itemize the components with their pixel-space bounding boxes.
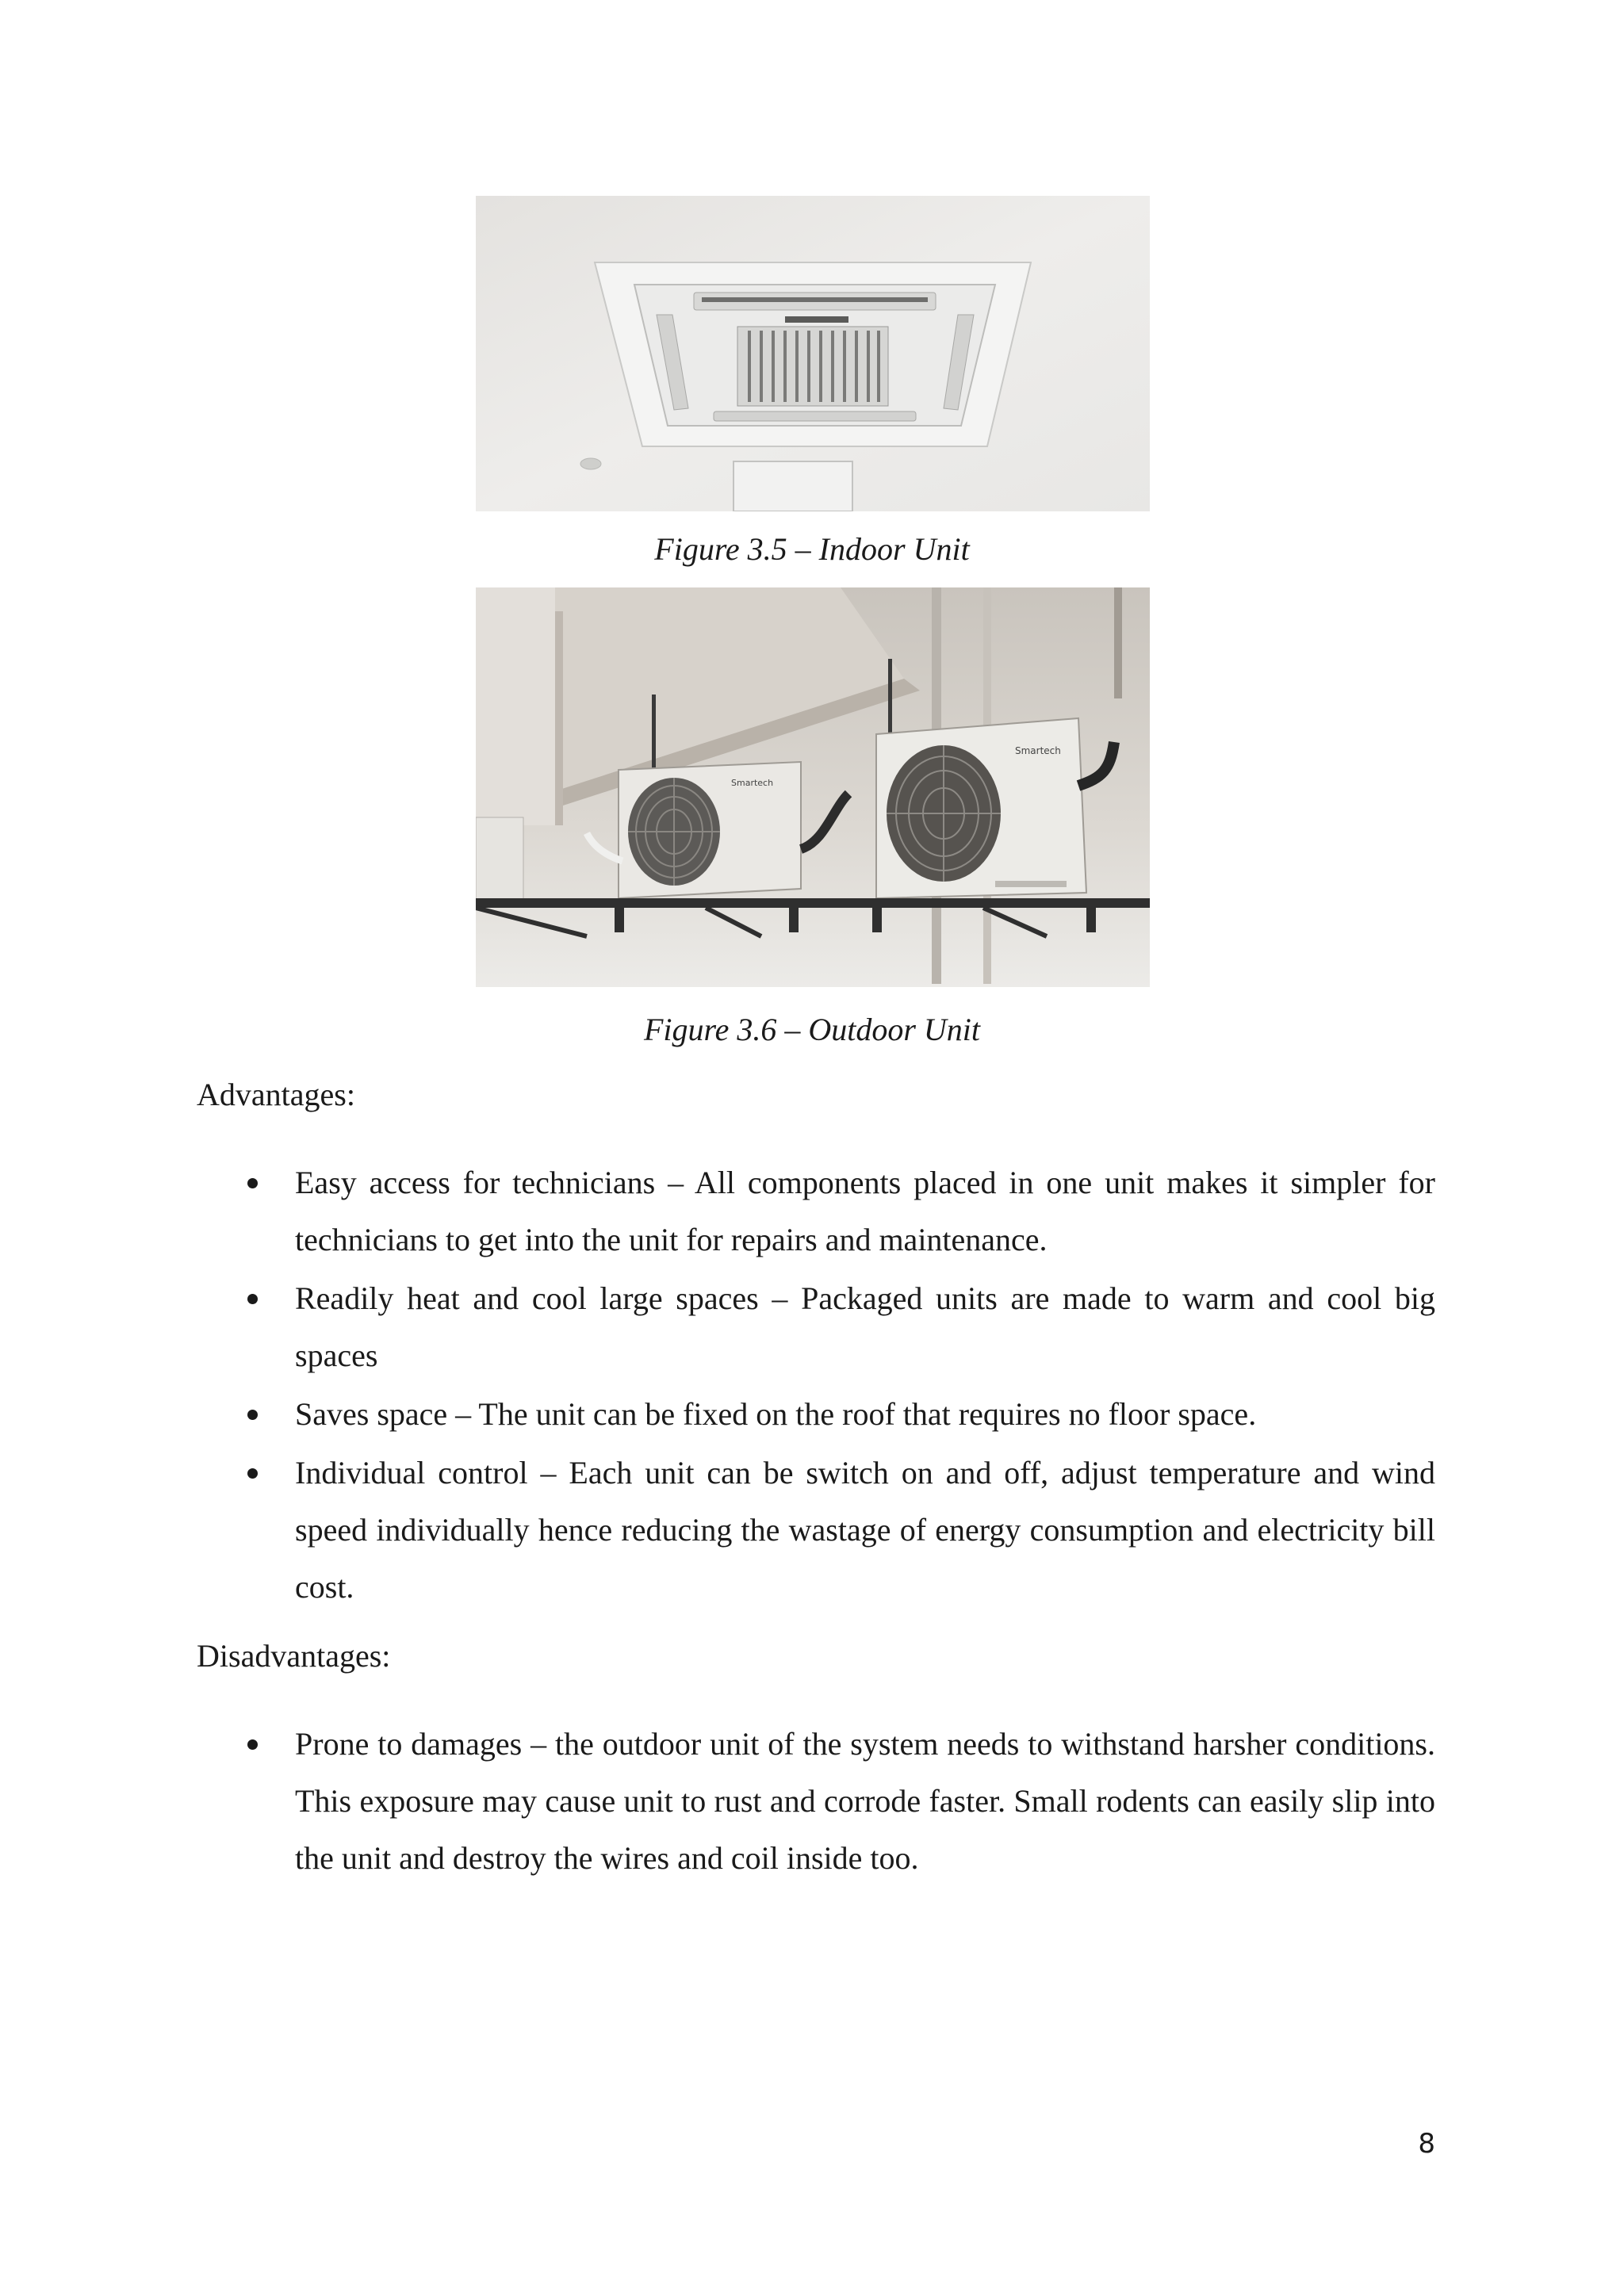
unit-brand-label: Smartech: [1015, 745, 1061, 756]
advantages-list: [197, 1154, 1435, 1617]
bullet-icon: [247, 1410, 258, 1420]
disadvantages-list: [197, 1716, 1435, 1888]
figure-caption: Figure 3.5 – Indoor Unit: [654, 531, 970, 567]
list-item-text: Individual control – Each unit can be switch on and off, adjust temperature and wind speed individually hence reducing the wastage of energy consumption and electricity bill cost.: [295, 1455, 1435, 1605]
page-number: 8: [1418, 2128, 1435, 2160]
indoor-unit-photo: [476, 196, 1150, 511]
bullet-icon: [247, 1178, 258, 1188]
disadvantages-heading: Disadvantages:: [197, 1638, 391, 1674]
list-item: [197, 1270, 1435, 1384]
list-item-text: Easy access for technicians – All components placed in one unit makes it simpler for technicians to get into the unit for repairs and maintenance.: [295, 1165, 1435, 1257]
outdoor-unit-photo: [476, 587, 1150, 987]
advantages-heading: Advantages:: [197, 1077, 355, 1112]
bullet-icon: [247, 1294, 258, 1304]
unit-brand-label: Smartech: [731, 778, 774, 788]
bullet-icon: [247, 1739, 258, 1750]
list-item-text: Prone to damages – the outdoor unit of the system needs to withstand harsher conditions. This exposure may cause unit to rust and corrode faster. Small rodents can easily slip into the unit and destroy the wires and coil inside too.: [295, 1726, 1435, 1876]
figure-caption: Figure 3.6 – Outdoor Unit: [643, 1012, 981, 1047]
list-item: [197, 1716, 1435, 1887]
list-item: [197, 1154, 1435, 1269]
list-item-text: Saves space – The unit can be fixed on the roof that requires no floor space.: [295, 1396, 1257, 1432]
list-item-text: Readily heat and cool large spaces – Packaged units are made to warm and cool big spaces: [295, 1280, 1435, 1373]
list-item: [197, 1445, 1435, 1616]
bullet-icon: [247, 1468, 258, 1479]
list-item: [197, 1386, 1435, 1443]
